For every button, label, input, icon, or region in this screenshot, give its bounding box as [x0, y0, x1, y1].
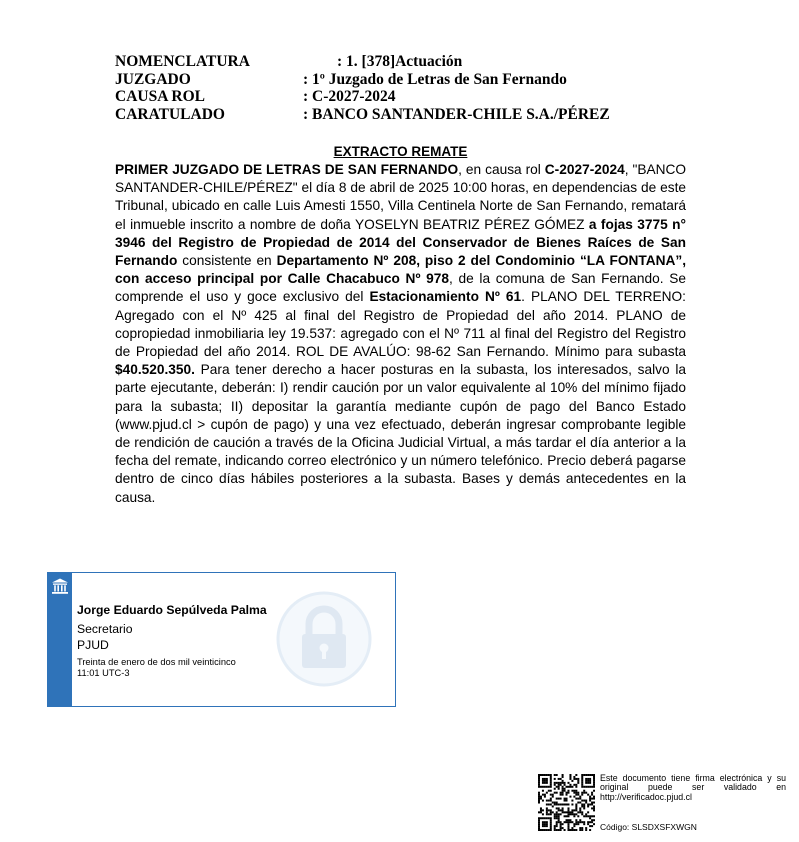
body-property: Departamento Nº 208, piso 2 del Condominio “LA FONTANA”, con acceso principal por Calle Chacabuco Nº 978: [115, 253, 686, 287]
causa-rol-label: CAUSA ROL: [115, 88, 206, 105]
body-text-1: , en causa rol: [458, 162, 545, 177]
body-text-3: consistente en: [177, 253, 277, 269]
juzgado-value: : 1º Juzgado de Letras de San Fernando: [303, 70, 567, 88]
body-parking: Estacionamiento Nº 61: [369, 289, 522, 305]
signature-timestamp: [77, 657, 236, 678]
verification-code: Código: SLSDXSFXWGN: [600, 822, 697, 832]
body-text-2: , "BANCO SANTANDER-CHILE/PÉREZ" el día 8 de abril de 2025 10:00 horas, en dependencias de este Tribunal, ubicado en calle Luis Amesti 1550, Villa Centinela Norte de San Fernando, rematará el inmueble inscrito a nombre de doña YOSELYN BEATRIZ PÉREZ GÓMEZ: [115, 162, 687, 232]
body-court-name: PRIMER JUZGADO DE LETRAS DE SAN FERNANDO: [115, 162, 459, 177]
signer-role: Secretario: [77, 622, 133, 636]
body-registry: a fojas 3775 n° 3946 del Registro de Propiedad de 2014 del Conservador de Bienes Raíces de San Fernando: [115, 216, 686, 269]
body-text-6: Para tener derecho a hacer posturas en la subasta, los interesados, salvo la parte ejecutante, deberán: I) rendir caución por un valor equivalente al 10% del mínimo fijado para la subasta; II) depositar la garantía mediante cupón de pago del Banco Estado (www.pjud.cl > cupón de pago) y una vez efectuado, deberán ingresar comprobante legible de rendición de caución a través de la Oficina Judicial Virtual, a más tardar el día anterior a la fecha del remate, indicando correo electrónico y un número telefónico. Precio deberá pagarse dentro de cinco días hábiles posteriores a la subasta. Bases y demás antecedentes en la causa.: [115, 362, 686, 505]
caratulado-label: CARATULADO: [115, 105, 225, 123]
remate-body: [115, 161, 686, 507]
document-title: EXTRACTO REMATE: [333, 144, 468, 159]
verification-notice: Este documento tiene firma electrónica y su original puede ser validado en http://verificadoc.pjud.cl: [600, 773, 786, 802]
signer-organization: PJUD: [77, 638, 109, 652]
signer-name: Jorge Eduardo Sepúlveda Palma: [77, 603, 267, 617]
nomenclatura-value: : 1. [378]Actuación: [337, 53, 463, 70]
caratulado-value: : BANCO SANTANDER-CHILE S.A./PÉREZ: [303, 105, 610, 123]
body-case-rol: C-2027-2024: [544, 162, 625, 177]
courthouse-icon: [51, 577, 69, 595]
nomenclatura-label: NOMENCLATURA: [115, 53, 250, 70]
body-text-5: . PLANO DEL TERRENO: Agregado con el Nº 425 al final del Registro de Propiedad del año 2014. PLANO de copropiedad inmobiliaria ley 19.537: agregado con el Nº 711 al final del Registro del Registro de Propiedad del año 2014. ROL DE AVALÚO: 98-62 San Fernando. Mínimo para subasta: [115, 289, 686, 360]
lock-icon: [276, 591, 372, 687]
signature-sidebar: [48, 573, 72, 706]
signature-box: [47, 572, 396, 707]
qr-code: [538, 774, 595, 831]
causa-rol-value: : C-2027-2024: [303, 88, 396, 105]
signature-time: 11:01 UTC-3: [77, 667, 130, 678]
juzgado-label: JUZGADO: [115, 70, 191, 88]
body-minimum-price: $40.520.350.: [115, 362, 195, 378]
signature-date: Treinta de enero de dos mil veinticinco: [77, 657, 236, 667]
body-text-4: , de la comuna de San Fernando. Se comprende el uso y goce exclusivo del: [115, 271, 686, 305]
